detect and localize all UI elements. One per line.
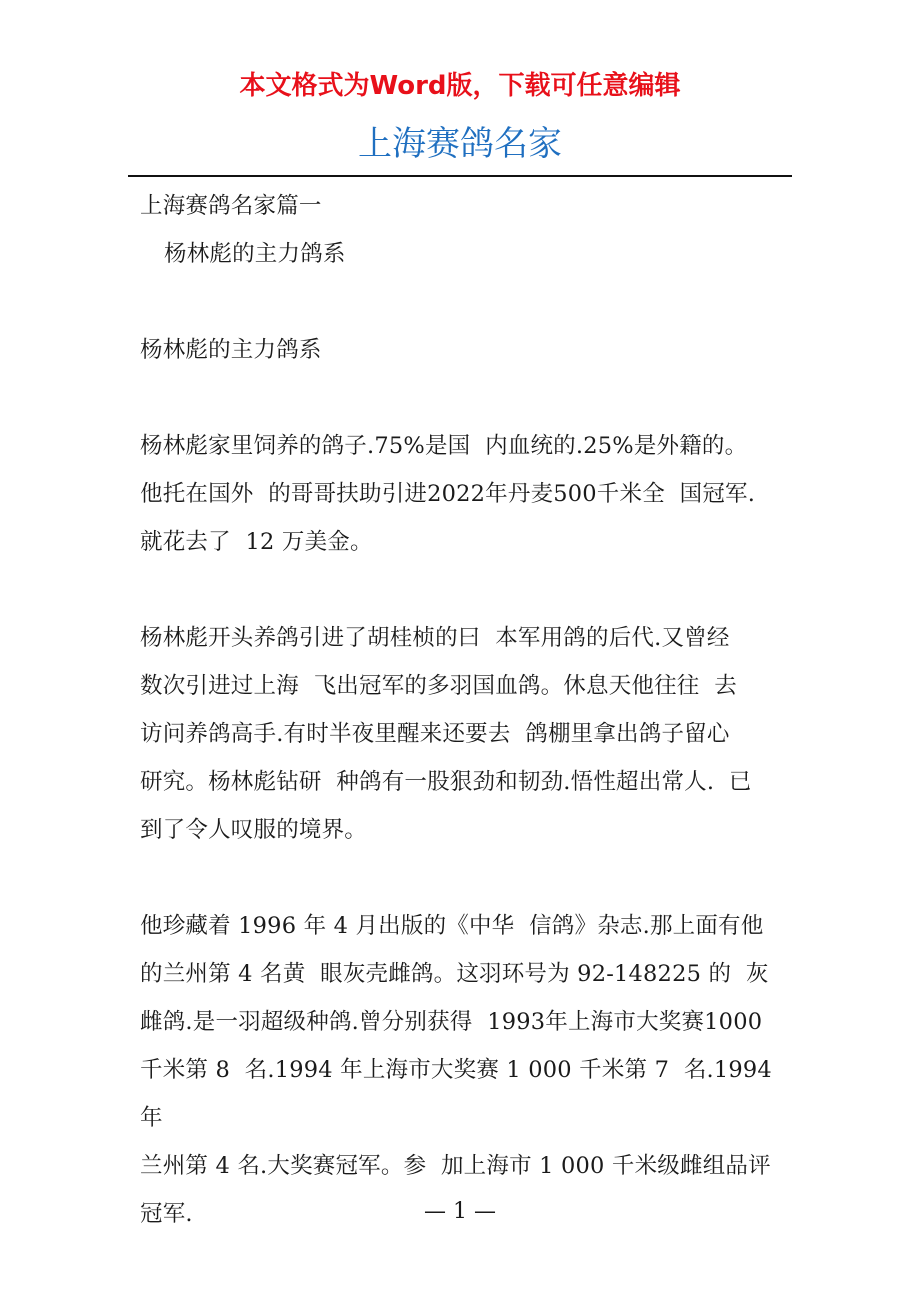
paragraph-line: 兰州第 4 名.大奖赛冠军。参 加上海市 1 000 千米级雌组品评 [140,1153,771,1179]
paragraph-2 [140,614,785,854]
paragraph-line: 访问养鸽高手.有时半夜里醒来还要去 鸽棚里拿出鸽子留心 [140,721,730,747]
paragraph-line: 就花去了 12 万美金。 [140,529,373,555]
paragraph-line: 研究。杨林彪钻研 种鸽有一股狠劲和韧劲.悟性超出常人. 已 [140,769,752,795]
paragraph-line: 到了令人叹服的境界。 [140,817,368,843]
blank-line [140,374,785,422]
page-number: — 1 — [424,1199,496,1224]
document-body [140,182,785,1238]
paragraph-line: 他托在国外 的哥哥扶助引进2022年丹麦500千米全 国冠军. [140,481,756,507]
blank-line [140,566,785,614]
title-divider [128,175,792,177]
paragraph-line: 千米第 8 名.1994 年上海市大奖赛 1 000 千米第 7 名.1994 年 [140,1057,780,1131]
paragraph-1 [140,422,785,566]
paragraph-line: 的兰州第 4 名黄 眼灰壳雌鸽。这羽环号为 92-148225 的 灰 [140,961,769,987]
paragraph-line: 数次引进过上海 飞出冠军的多羽国血鸽。休息天他往往 去 [140,673,737,699]
paragraph-line: 冠军. [140,1201,193,1227]
paragraph-line: 他珍藏着 1996 年 4 月出版的《中华 信鸽》杂志.那上面有他 [140,913,764,939]
document-title: 上海赛鸽名家 [358,124,562,164]
paragraph-line: 杨林彪开头养鸽引进了胡桂桢的曰 本军用鸽的后代.又曾经 [140,625,730,651]
download-banner: 本文格式为Word版，下载可任意编辑 [239,71,681,101]
section-heading: 上海赛鸽名家篇一 [140,193,322,219]
heading-repeat: 杨林彪的主力鸽系 [140,337,322,363]
paragraph-line: 雌鸽.是一羽超级种鸽.曾分别获得 1993年上海市大奖赛1000 [140,1009,763,1035]
paragraph-line: 杨林彪家里饲养的鸽子.75%是国 内血统的.25%是外籍的。 [140,433,748,459]
subheading: 杨林彪的主力鸽系 [164,241,346,267]
blank-line [140,278,785,326]
blank-line [140,854,785,902]
paragraph-3 [140,902,785,1238]
